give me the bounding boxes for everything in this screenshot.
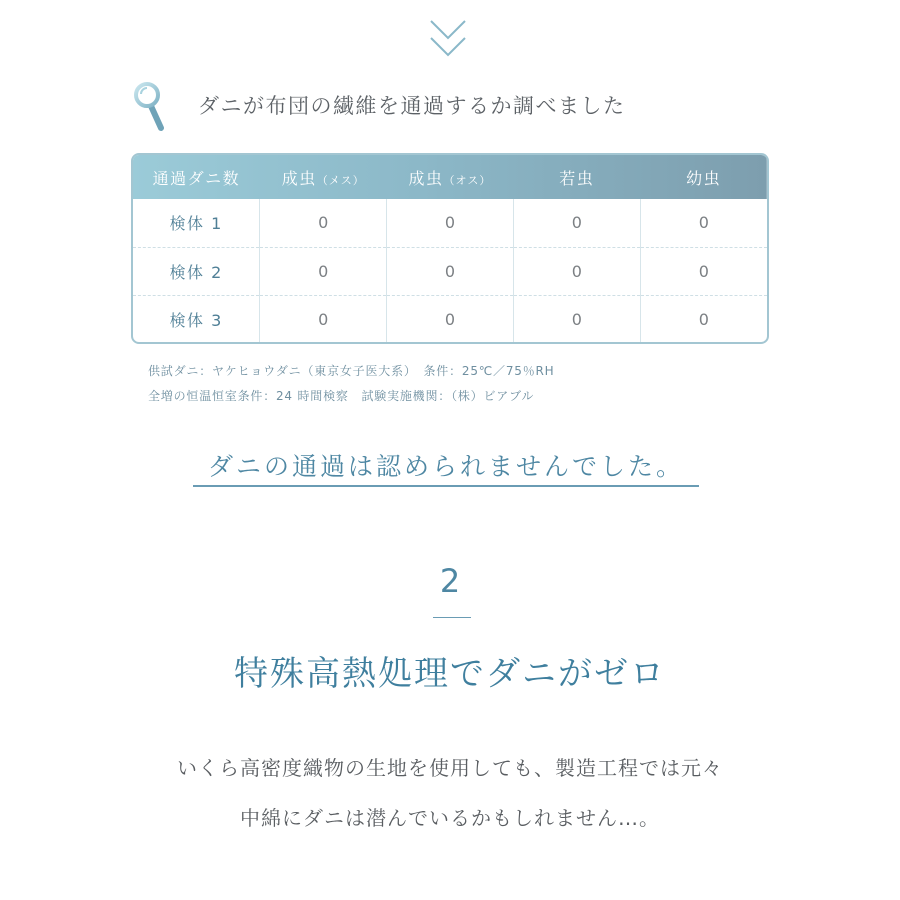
table-cell: 0 — [513, 247, 640, 295]
table-cell: 0 — [260, 199, 387, 247]
table-cell: 0 — [513, 199, 640, 247]
heading-text: ダニが布団の繊維を通過するか調べました — [198, 94, 626, 118]
header-sublabel: （オス） — [443, 173, 492, 187]
body-line: いくら高密度織物の生地を使用しても、製造工程では元々 — [177, 756, 723, 780]
double-chevron-down-icon — [428, 18, 468, 60]
row-label: 検体 1 — [133, 199, 260, 247]
header-cell — [640, 155, 767, 199]
conclusion — [193, 447, 699, 487]
test-notes — [148, 359, 554, 409]
table-cell: 0 — [640, 247, 767, 295]
header-label: 成虫 — [281, 168, 317, 188]
body-line: 中綿にダニは潜んでいるかもしれません…。 — [240, 806, 660, 830]
research-heading — [134, 82, 774, 132]
table-row — [133, 247, 767, 295]
header-label: 若虫 — [559, 168, 595, 188]
header-cell — [133, 155, 260, 199]
table-row — [133, 295, 767, 343]
table-cell: 0 — [387, 199, 514, 247]
header-label: 幼虫 — [686, 168, 722, 188]
note-line: 全増の恒温恒室条件：24 時間検察 試験実施機関：（株）ビアブル — [148, 389, 535, 403]
section-title: 特殊高熱処理でダニがゼロ — [234, 654, 666, 694]
conclusion-text: ダニの通過は認められませんでした。 — [207, 452, 684, 481]
header-sublabel: （メス） — [316, 173, 365, 187]
header-cell — [387, 155, 514, 199]
table-header-row — [133, 155, 767, 199]
header-cell — [260, 155, 387, 199]
table-cell: 0 — [387, 247, 514, 295]
section-body — [0, 743, 900, 843]
row-label: 検体 3 — [133, 295, 260, 343]
section-number: 2 — [439, 562, 461, 600]
table-cell: 0 — [513, 295, 640, 343]
table-cell: 0 — [260, 247, 387, 295]
header-label: 成虫 — [408, 168, 444, 188]
magnifying-glass-icon — [134, 82, 170, 132]
table-cell: 0 — [640, 295, 767, 343]
results-table — [131, 153, 769, 344]
table-cell: 0 — [260, 295, 387, 343]
section-divider — [433, 617, 471, 618]
row-label: 検体 2 — [133, 247, 260, 295]
table-row — [133, 199, 767, 247]
header-cell — [513, 155, 640, 199]
header-label: 通過ダニ数 — [152, 168, 241, 188]
table-cell: 0 — [387, 295, 514, 343]
table-cell: 0 — [640, 199, 767, 247]
note-line: 供試ダニ：ヤケヒョウダニ（東京女子医大系） 条件：25℃／75％RH — [148, 364, 555, 378]
conclusion-underline — [193, 485, 699, 487]
